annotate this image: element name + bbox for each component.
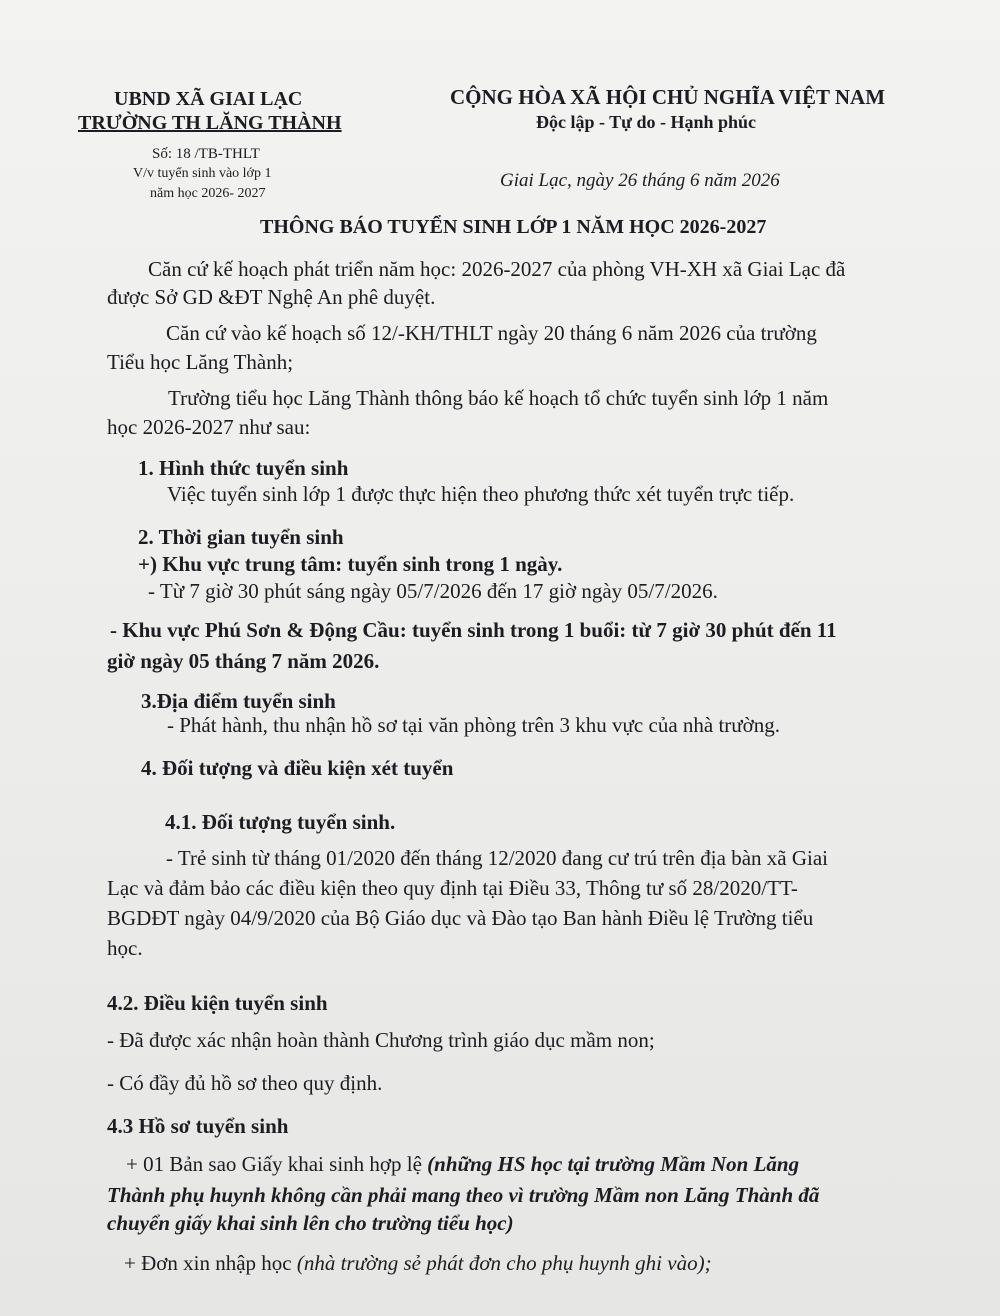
- section-4-3-item1-line2: Thành phụ huynh không cần phải mang theo vì trường Mầm non Lăng Thành đã: [107, 1183, 820, 1207]
- section-4-2-item2: - Có đầy đủ hồ sơ theo quy định.: [107, 1071, 383, 1095]
- intro-p2-line2: Tiểu học Lăng Thành;: [107, 350, 294, 374]
- intro-p3-line2: học 2026-2027 như sau:: [107, 415, 311, 439]
- intro-p3-line1: Trường tiểu học Lăng Thành thông báo kế hoạch tổ chức tuyển sinh lớp 1 năm: [168, 386, 829, 410]
- document-title: THÔNG BÁO TUYỂN SINH LỚP 1 NĂM HỌC 2026-2027: [260, 216, 767, 238]
- section-4-1-line2: Lạc và đảm bảo các điều kiện theo quy định tại Điều 33, Thông tư số 28/2020/TT-: [107, 876, 798, 900]
- section-4-3-item2: + Đơn xin nhập học (nhà trường sẻ phát đơn cho phụ huynh ghi vào);: [124, 1251, 712, 1275]
- country-name: CỘNG HÒA XÃ HỘI CHỦ NGHĨA VIỆT NAM: [450, 85, 886, 109]
- document-number: Số: 18 /TB-THLT: [152, 146, 260, 162]
- school-name: TRƯỜNG TH LĂNG THÀNH: [78, 112, 342, 134]
- section-4-heading: 4. Đối tượng và điều kiện xét tuyển: [141, 756, 454, 780]
- section-1-heading: 1. Hình thức tuyển sinh: [138, 456, 349, 480]
- motto: Độc lập - Tự do - Hạnh phúc: [536, 112, 757, 132]
- section-4-3-item1-line3: chuyển giấy khai sinh lên cho trường tiểu học): [107, 1211, 514, 1235]
- section-2-other-line2: giờ ngày 05 tháng 7 năm 2026.: [107, 649, 380, 673]
- section-4-1-heading: 4.1. Đối tượng tuyển sinh.: [165, 810, 396, 834]
- section-4-1-line4: học.: [107, 936, 143, 960]
- intro-p1-line1: Căn cứ kế hoạch phát triển năm học: 2026-2027 của phòng VH-XH xã Giai Lạc đã: [148, 257, 846, 281]
- intro-p1-line2: được Sở GD &ĐT Nghệ An phê duyệt.: [107, 285, 436, 309]
- section-2-center-area: +) Khu vực trung tâm: tuyển sinh trong 1 ngày.: [138, 552, 563, 576]
- subject-line-2: năm học 2026- 2027: [150, 186, 266, 201]
- section-4-3-item1-line1: + 01 Bản sao Giấy khai sinh hợp lệ (những HS học tại trường Mầm Non Lăng: [126, 1152, 800, 1176]
- org-name: UBND XÃ GIAI LẠC: [114, 88, 303, 110]
- section-3-heading: 3.Địa điểm tuyển sinh: [141, 689, 336, 713]
- section-4-1-line1: - Trẻ sinh từ tháng 01/2020 đến tháng 12/2020 đang cư trú trên địa bàn xã Giai: [166, 846, 828, 870]
- section-4-2-heading: 4.2. Điều kiện tuyển sinh: [107, 991, 328, 1015]
- section-2-other-line1: - Khu vực Phú Sơn & Động Cầu: tuyển sinh trong 1 buổi: từ 7 giờ 30 phút đến 11: [110, 618, 837, 642]
- section-4-1-line3: BGDĐT ngày 04/9/2020 của Bộ Giáo dục và Đào tạo Ban hành Điều lệ Trường tiểu: [107, 906, 814, 930]
- section-2-heading: 2. Thời gian tuyển sinh: [138, 525, 344, 549]
- subject-line-1: V/v tuyển sinh vào lớp 1: [133, 166, 272, 181]
- intro-p2-line1: Căn cứ vào kế hoạch số 12/-KH/THLT ngày 20 tháng 6 năm 2026 của trường: [166, 321, 817, 345]
- section-4-3-heading: 4.3 Hồ sơ tuyển sinh: [107, 1114, 289, 1138]
- section-4-2-item1: - Đã được xác nhận hoàn thành Chương trình giáo dục mầm non;: [107, 1028, 655, 1052]
- section-2-center-time: - Từ 7 giờ 30 phút sáng ngày 05/7/2026 đến 17 giờ ngày 05/7/2026.: [148, 579, 718, 603]
- section-1-text: Việc tuyển sinh lớp 1 được thực hiện theo phương thức xét tuyển trực tiếp.: [167, 482, 795, 506]
- place-date: Giai Lạc, ngày 26 tháng 6 năm 2026: [500, 170, 780, 191]
- section-3-text: - Phát hành, thu nhận hồ sơ tại văn phòng trên 3 khu vực của nhà trường.: [167, 713, 781, 737]
